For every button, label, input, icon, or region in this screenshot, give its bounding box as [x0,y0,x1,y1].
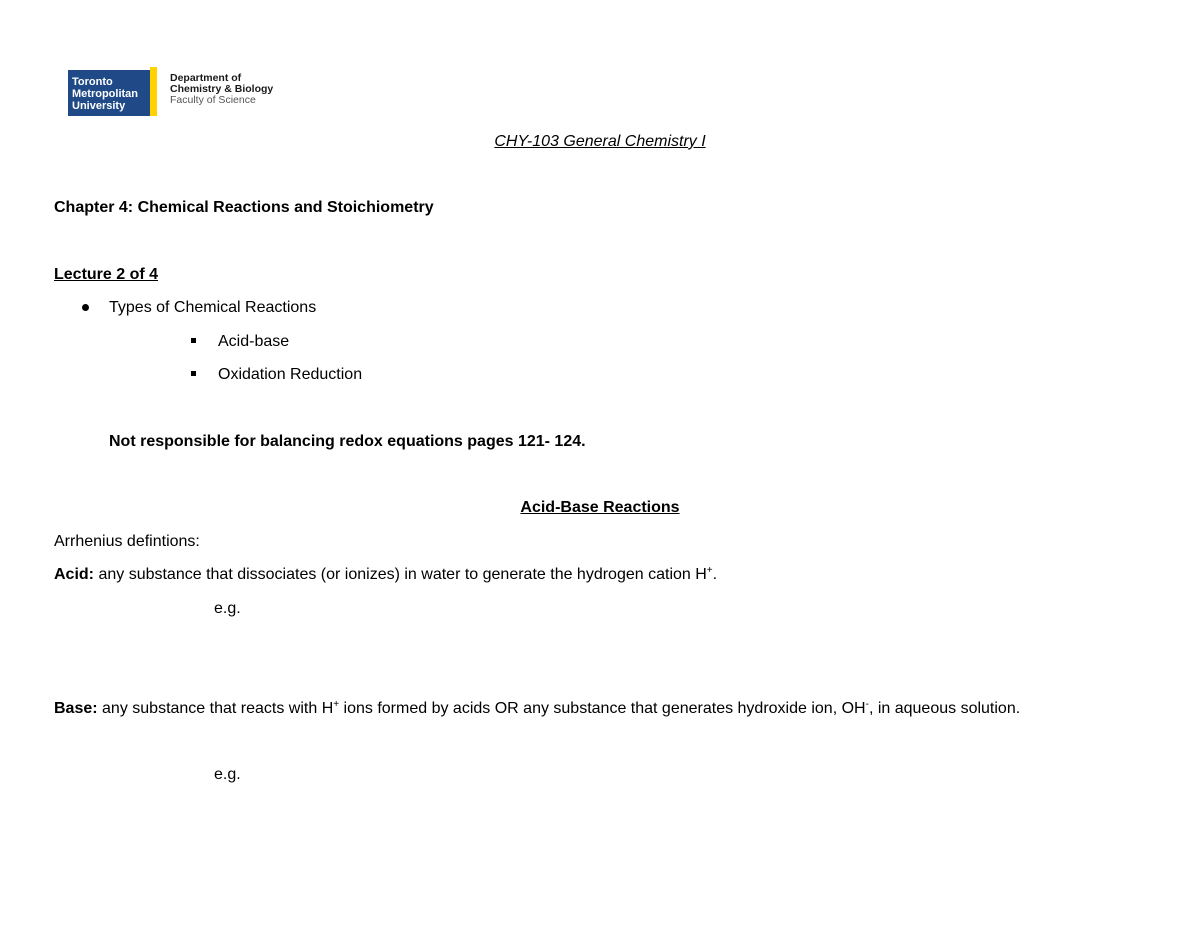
base-superscript-1: + [333,699,340,710]
acid-label: Acid: [54,566,94,583]
acid-superscript: + [706,565,713,576]
base-text-3: , in aqueous solution. [868,700,1021,717]
base-definition [54,699,1020,719]
outline-main-item: Types of Chemical Reactions [109,299,317,316]
course-title: CHY-103 General Chemistry I [494,133,706,150]
dept-line-2: Chemistry & Biology [170,83,274,95]
bullet-dot-icon [82,304,89,311]
base-label: Base: [54,700,98,717]
acid-end: . [712,566,718,583]
square-bullet-icon [191,338,196,343]
acid-example: e.g. [214,600,241,617]
lecture-heading: Lecture 2 of 4 [54,266,159,283]
logo-yellow-bar [150,67,157,116]
acid-definition [54,565,717,585]
outline-sub-item-1: Acid-base [218,333,290,350]
base-text-1: any substance that reacts with H [97,700,334,717]
base-superscript-2: - [865,699,869,710]
logo-line-2: Metropolitan [72,88,138,100]
logo-line-3: University [72,100,126,112]
base-text-2: ions formed by acids OR any substance that generates hydroxide ion, OH [339,700,866,717]
chapter-heading: Chapter 4: Chemical Reactions and Stoichiometry [54,199,434,216]
square-bullet-icon [191,371,196,376]
base-example: e.g. [214,766,241,783]
redox-note: Not responsible for balancing redox equations pages 121- 124. [109,433,586,450]
arrhenius-intro: Arrhenius defintions: [54,533,200,550]
dept-line-1: Department of [170,72,242,84]
acid-text: any substance that dissociates (or ionizes) in water to generate the hydrogen cation H [94,566,707,583]
outline-sub-item-2: Oxidation Reduction [218,366,363,383]
dept-line-3: Faculty of Science [170,94,256,106]
logo-line-1: Toronto [72,76,113,88]
section-heading: Acid-Base Reactions [520,499,680,516]
